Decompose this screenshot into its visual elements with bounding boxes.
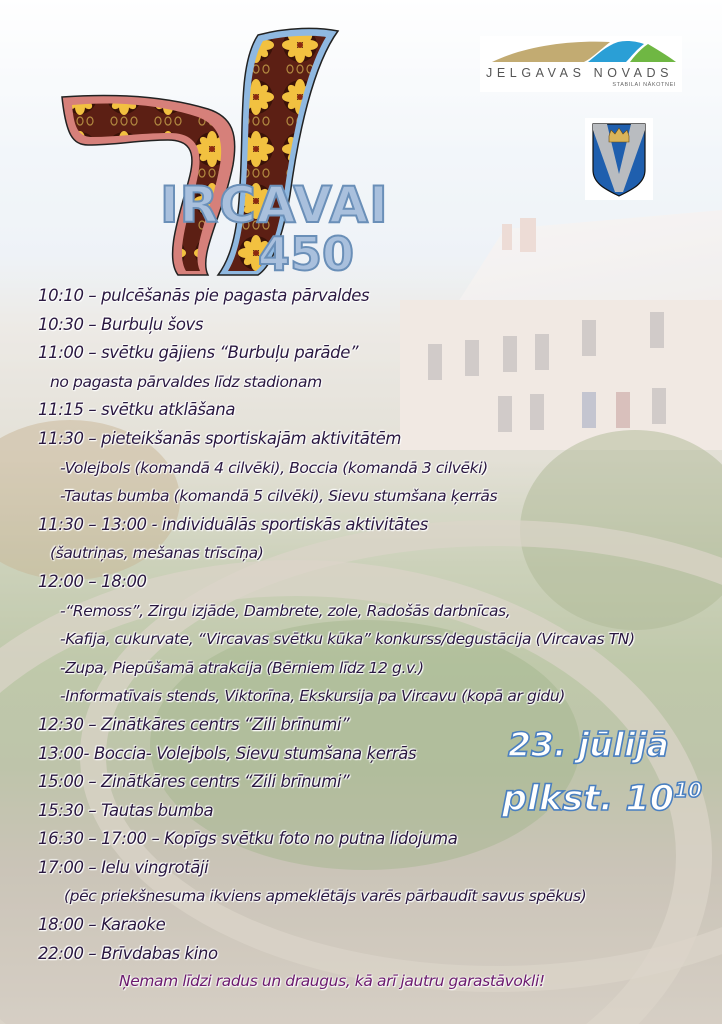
- coat-of-arms: [585, 118, 653, 200]
- event-date: 23. jūlijā: [508, 725, 669, 764]
- schedule-item: 16:30 – 17:00 – Kopīgs svētku foto no putna lidojuma: [38, 829, 458, 849]
- hills-icon: [480, 36, 682, 66]
- schedule-item: 10:30 – Burbuļu šovs: [38, 314, 204, 334]
- jelgavas-novads-tagline: STABILAI NĀKOTNEI: [612, 82, 676, 88]
- schedule-item-detail: -Kafija, cukurvate, “Vircavas svētku kūka” konkurss/degustācija (Vircavas TN): [60, 630, 635, 649]
- schedule-item: 17:00 – Ielu vingrotāji: [38, 857, 209, 877]
- event-time: [502, 778, 702, 819]
- schedule-item: 11:15 – svētku atklāšana: [38, 400, 236, 420]
- schedule-item-detail: -Volejbols (komandā 4 cilvēki), Boccia (komandā 3 cilvēki): [60, 458, 488, 477]
- schedule-item: 11:30 – pieteikšanās sportiskajām aktivitātēm: [38, 428, 401, 448]
- schedule-item: 12:30 – Zinātkāres centrs “Zili brīnumi”: [38, 714, 350, 734]
- schedule-item-detail: (šautriņas, mešanas trīscīņa): [50, 544, 264, 563]
- schedule-item: 15:30 – Tautas bumba: [38, 800, 214, 820]
- schedule-item: 11:30 – 13:00 - individuālās sportiskās aktivitātes: [38, 514, 428, 534]
- schedule-item: 18:00 – Karaoke: [38, 915, 166, 935]
- jelgavas-novads-name: JELGAVAS NOVADS: [486, 66, 674, 80]
- schedule-item-detail: -Zupa, Piepūšamā atrakcija (Bērniem līdz 12 g.v.): [60, 658, 424, 677]
- jelgavas-novads-logo: [480, 36, 682, 92]
- event-time-prefix: plkst.: [502, 779, 626, 819]
- event-time-hour: 10: [625, 779, 675, 819]
- schedule-item: 12:00 – 18:00: [38, 571, 147, 591]
- schedule-item-detail: no pagasta pārvaldes līdz stadionam: [50, 372, 322, 391]
- schedule-item: 13:00- Boccia- Volejbols, Sievu stumšana ķerrās: [38, 743, 417, 763]
- title-year: 450: [258, 227, 355, 281]
- schedule-item: 22:00 – Brīvdabas kino: [38, 943, 218, 963]
- schedule-item-detail: -“Remoss”, Zirgu izjāde, Dambrete, zole, Radošās darbnīcas,: [60, 601, 511, 620]
- schedule-item-detail: (pēc priekšnesuma ikviens apmeklētājs varēs pārbaudīt savus spēkus): [64, 887, 587, 906]
- event-schedule: [38, 282, 722, 968]
- schedule-item-detail: -Tautas bumba (komandā 5 cilvēki), Sievu stumšana ķerrās: [60, 487, 498, 506]
- shield-crown-icon: [585, 118, 653, 200]
- schedule-item: 15:00 – Zinātkāres centrs “Zili brīnumi”: [38, 772, 350, 792]
- schedule-item: 11:00 – svētku gājiens “Burbuļu parāde”: [38, 343, 359, 363]
- schedule-item-detail: -Informatīvais stends, Viktorīna, Ekskursija pa Vircavu (kopā ar gidu): [60, 687, 565, 706]
- event-time-minutes: 10: [674, 778, 702, 802]
- title-word: IRCAVAI: [160, 176, 389, 234]
- schedule-item: 10:10 – pulcēšanās pie pagasta pārvaldes: [38, 286, 370, 305]
- closing-message: Ņemam līdzi radus un draugus, kā arī jautru garastāvokli!: [119, 972, 545, 990]
